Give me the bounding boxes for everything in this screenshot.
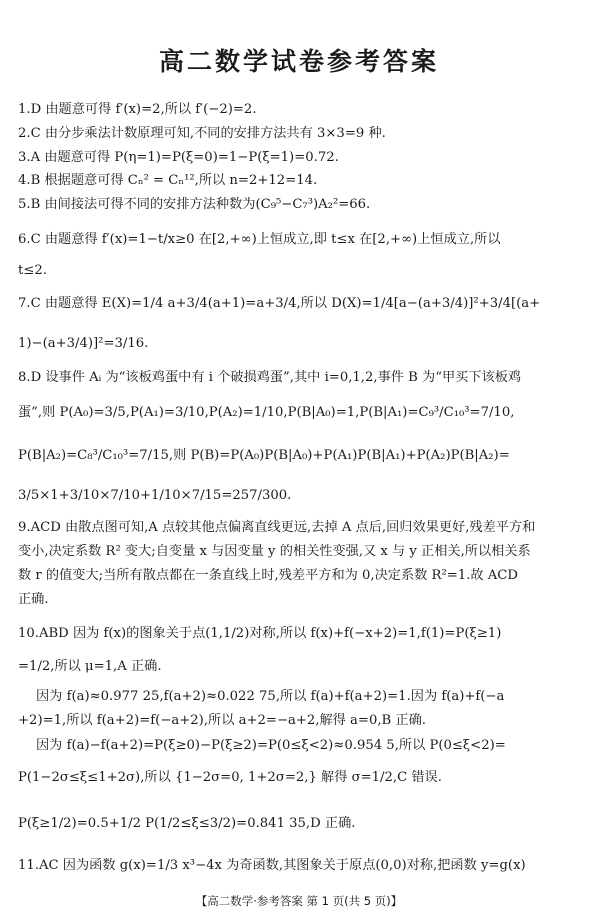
answer-line: 8.D 设事件 Aᵢ 为“该板鸡蛋中有 i 个破损鸡蛋”,其中 i=0,1,2,事件 B 为“甲买下该板鸡 xyxy=(18,370,522,385)
answer-line: 4.B 根据题意可得 Cₙ² = Cₙ¹²,所以 n=2+12=14. xyxy=(18,173,318,188)
answer-line: =1/2,所以 μ=1,A 正确. xyxy=(18,659,162,674)
answer-line: 1.D 由题意可得 f′(x)=2,所以 f′(−2)=2. xyxy=(18,102,257,117)
answer-line: 因为 f(a)≈0.977 25,f(a+2)≈0.022 75,所以 f(a)+f(a+2)=1.因为 f(a)+f(−a xyxy=(36,689,505,704)
answer-line: 3/5×1+3/10×7/10+1/10×7/15=257/300. xyxy=(18,488,292,503)
page-footer: 【高二数学·参考答案 第 1 页(共 5 页)】 xyxy=(195,894,403,908)
answer-line: P(ξ≥1/2)=0.5+1/2 P(1/2≤ξ≤3/2)=0.841 35,D 正确. xyxy=(18,816,356,831)
answer-line: 1)−(a+3/4)]²=3/16. xyxy=(18,336,149,351)
answer-line: 5.B 由间接法可得不同的安排方法种数为(C₉⁵−C₇³)A₂²=66. xyxy=(18,197,371,212)
answer-line: 数 r 的值变大;当所有散点都在一条直线上时,残差平方和为 0,决定系数 R²=1.故 ACD xyxy=(18,568,518,583)
answer-line: 10.ABD 因为 f(x)的图象关于点(1,1/2)对称,所以 f(x)+f(−x+2)=1,f(1)=P(ξ≥1) xyxy=(18,626,502,641)
answer-line: P(B|A₂)=C₈³/C₁₀³=7/15,则 P(B)=P(A₀)P(B|A₀)+P(A₁)P(B|A₁)+P(A₂)P(B|A₂)= xyxy=(18,448,510,463)
answer-line: t≤2. xyxy=(18,263,47,278)
answer-line: 11.AC 因为函数 g(x)=1/3 x³−4x 为奇函数,其图象关于原点(0,0)对称,把函数 y=g(x) xyxy=(18,858,526,873)
answer-line: 6.C 由题意得 f′(x)=1−t/x≥0 在[2,+∞)上恒成立,即 t≤x 在[2,+∞)上恒成立,所以 xyxy=(18,232,501,247)
page-title: 高二数学试卷参考答案 xyxy=(158,47,439,76)
answer-line: +2)=1,所以 f(a+2)=f(−a+2),所以 a+2=−a+2,解得 a=0,B 正确. xyxy=(18,713,426,728)
answer-line: 7.C 由题意得 E(X)=1/4 a+3/4(a+1)=a+3/4,所以 D(X)=1/4[a−(a+3/4)]²+3/4[(a+ xyxy=(18,296,541,311)
answer-line: 9.ACD 由散点图可知,A 点较其他点偏离直线更远,去掉 A 点后,回归效果更好,残差平方和 xyxy=(18,520,536,535)
answer-line: P(1−2σ≤ξ≤1+2σ),所以 {1−2σ=0, 1+2σ=2,} 解得 σ=1/2,C 错误. xyxy=(18,770,442,785)
answer-line: 2.C 由分步乘法计数原理可知,不同的安排方法共有 3×3=9 种. xyxy=(18,126,386,141)
answer-line: 因为 f(a)−f(a+2)=P(ξ≥0)−P(ξ≥2)=P(0≤ξ<2)≈0.954 5,所以 P(0≤ξ<2)= xyxy=(36,738,506,753)
answer-line: 正确. xyxy=(18,592,49,607)
answer-line: 蛋”,则 P(A₀)=3/5,P(A₁)=3/10,P(A₂)=1/10,P(B|A₀)=1,P(B|A₁)=C₉³/C₁₀³=7/10, xyxy=(18,405,515,420)
answer-line: 变小,决定系数 R² 变大;自变量 x 与因变量 y 的相关性变强,又 x 与 y 正相关,所以相关系 xyxy=(18,544,531,559)
answer-line: 3.A 由题意可得 P(η=1)=P(ξ=0)=1−P(ξ=1)=0.72. xyxy=(18,150,339,165)
